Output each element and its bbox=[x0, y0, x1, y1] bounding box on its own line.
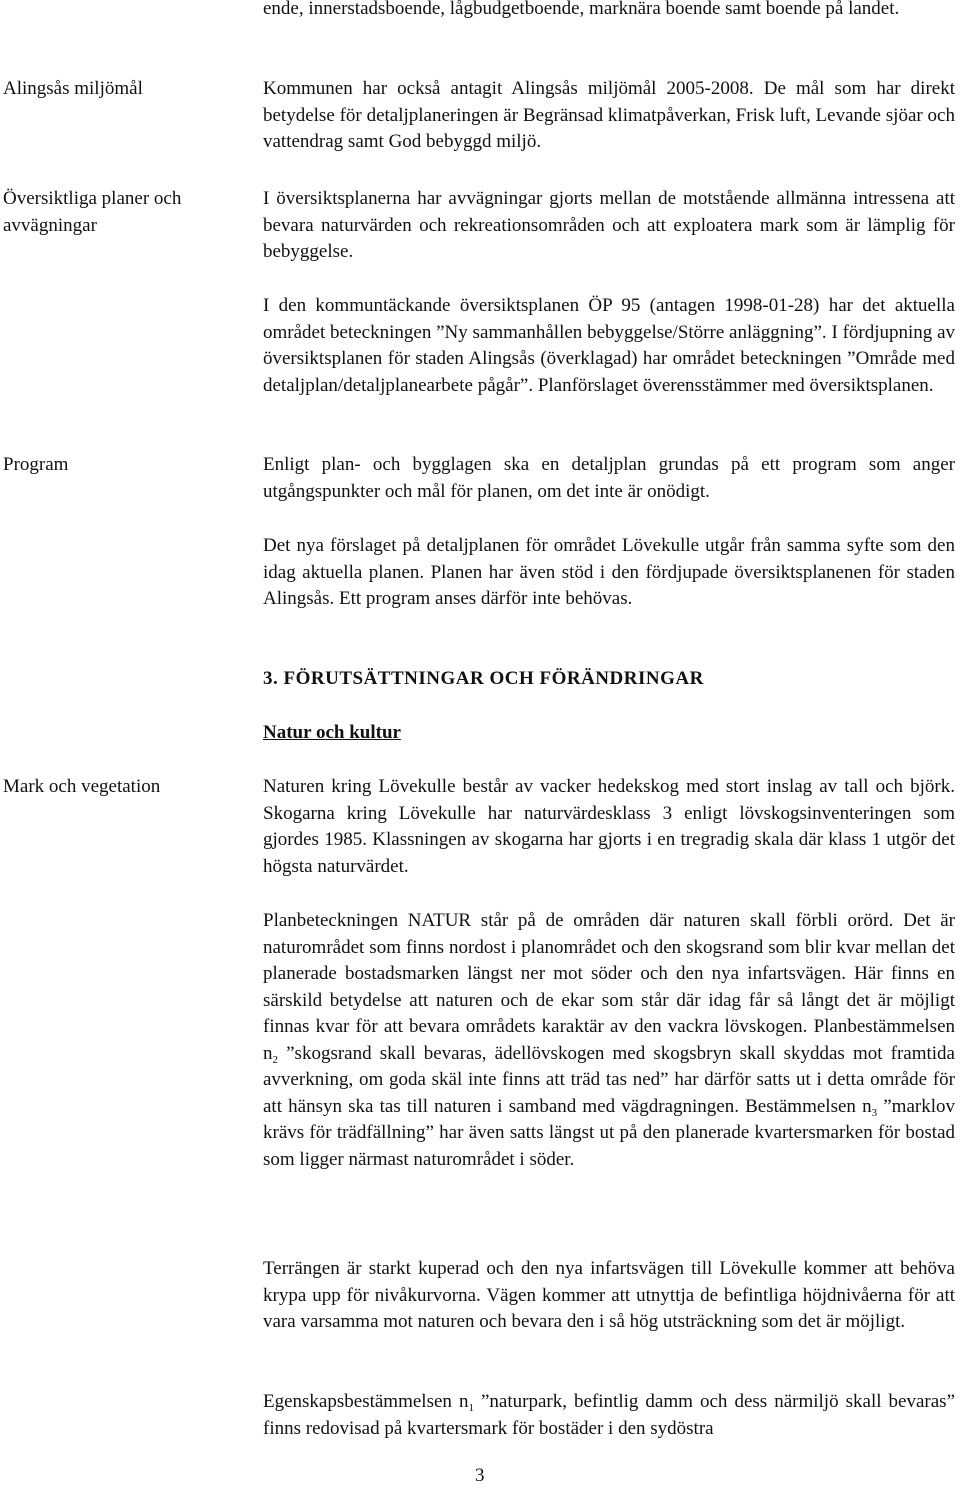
paragraph-mark-2 bbox=[263, 908, 955, 1173]
paragraph-miljomal: Kommunen har också antagit Alingsås miljömål 2005-2008. De mål som har direkt betydelse för detaljplaneringen är Begränsad klimatpåverkan, Frisk luft, Levande sjöar och vattendrag samt God bebyggd miljö. bbox=[263, 78, 955, 152]
text-part: ”skogsrand skall bevaras, ädellövskogen med skogsbryn skall skyddas mot framtida avverkning, om goda skäl inte finns att träd tas ned” har därför satts ut i detta område för att hänsyn ska tas till naturen i samband med vägdragningen. Bestämmelsen n bbox=[263, 1042, 955, 1117]
text-part: ”marklov krävs för trädfällning” har även satts längst ut på den planerade kvartersmarken för bostad som ligger närmast naturområdet i söder. bbox=[263, 1095, 955, 1170]
paragraph-intro: ende, innerstadsboende, lågbudgetboende, marknära boende samt boende på landet. bbox=[263, 0, 900, 19]
subscript: 2 bbox=[272, 1053, 278, 1066]
subscript: 3 bbox=[871, 1106, 878, 1119]
paragraph-oversikt-2: I den kommuntäckande översiktsplanen ÖP 95 (antagen 1998-01-28) har det aktuella området beteckningen ”Ny sammanhållen bebyggelse/Större anläggning”. I fördjupning av översiktsplanen för staden Alingsås (överklagad) har området beteckningen ”Område med detaljplan/detaljplanearbete pågår”. Planförslaget överensstämmer med översiktsplanen. bbox=[263, 295, 955, 396]
text-part: Egenskapsbestämmelsen n bbox=[263, 1391, 469, 1412]
paragraph-mark-4 bbox=[263, 1389, 955, 1442]
side-label-mark: Mark och vegetation bbox=[3, 776, 161, 797]
sub-heading: Natur och kultur bbox=[263, 722, 401, 743]
paragraph-program-2: Det nya förslaget på detaljplanen för området Lövekulle utgår från samma syfte som den idag aktuella planen. Planen har även stöd i den fördjupade översiktsplanenen för staden Alingsås. Ett program anses därför inte behövas. bbox=[263, 535, 955, 609]
section-heading: 3. FÖRUTSÄTTNINGAR OCH FÖRÄNDRINGAR bbox=[263, 668, 704, 689]
text-part: Planbeteckningen NATUR står på de områden där naturen skall förbli orörd. Det är naturområdet som finns nordost i planområdet och den skogsrand som blir kvar mellan det planerade bostadsmarken längst ner mot söder och den nya infartsvägen. Här finns en särskild betydelse att naturen och de ekar som står där idag får så långt det är möjligt finnas kvar för att bevara områdets karaktär av den vackra lövskogen. Planbestämmelsen n bbox=[263, 910, 955, 1064]
side-label-program: Program bbox=[3, 454, 69, 475]
text-part: ”naturpark, befintlig damm och dess närmiljö skall bevaras” finns redovisad på kvartersmark för bostäder i den sydöstra bbox=[263, 1391, 956, 1439]
subscript: 1 bbox=[468, 1402, 474, 1414]
paragraph-program-1: Enligt plan- och bygglagen ska en detaljplan grundas på ett program som anger utgångspunkter och mål för planen, om det inte är onödigt. bbox=[263, 454, 955, 502]
paragraph-mark-1: Naturen kring Lövekulle består av vacker hedekskog med stort inslag av tall och björk. Skogarna kring Lövekulle har naturvärdesklass 3 enligt lövskogsinventeringen som gjordes 1985. Klassningen av skogarna har gjorts i en tregradig skala där klass 1 utgör det högsta naturvärdet. bbox=[263, 776, 955, 877]
side-label-oversikt: Översiktliga planer och avvägningar bbox=[3, 188, 182, 236]
page-number: 3 bbox=[475, 1465, 485, 1486]
side-label-miljomal: Alingsås miljömål bbox=[3, 78, 143, 99]
paragraph-oversikt-1: I översiktsplanerna har avvägningar gjorts mellan de motstående allmänna intressena att bevara naturvärden och rekreationsområden och att exploatera mark som är lämplig för bebyggelse. bbox=[263, 188, 955, 262]
paragraph-mark-3: Terrängen är starkt kuperad och den nya infartsvägen till Lövekulle kommer att behöva krypa upp för nivåkurvorna. Vägen kommer att utnyttja de befintliga höjdnivåerna för att vara varsamma mot naturen och bevara den i så hög utsträckning som det är möjligt. bbox=[263, 1258, 955, 1332]
